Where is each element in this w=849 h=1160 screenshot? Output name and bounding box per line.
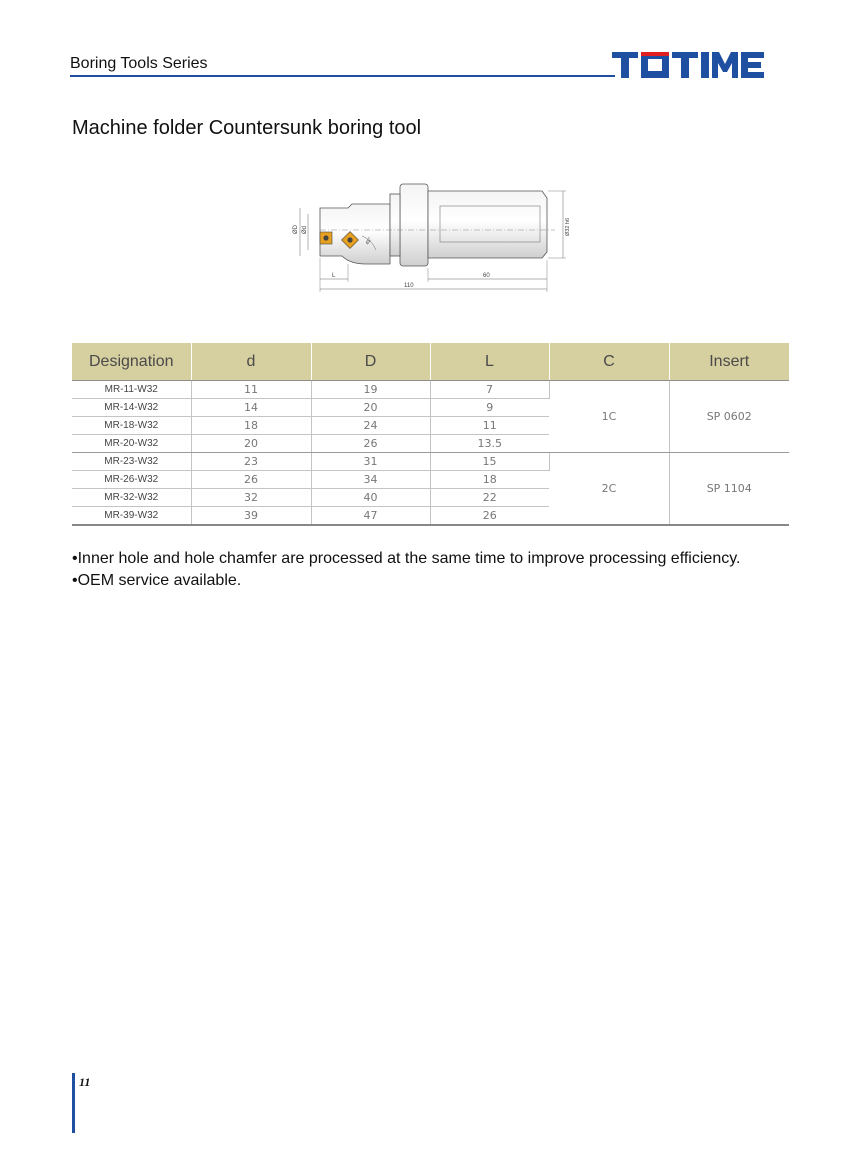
cell-d: 20 bbox=[191, 435, 311, 453]
col-header-C: C bbox=[549, 343, 669, 381]
cell-D: 24 bbox=[311, 417, 430, 435]
tool-drawing bbox=[280, 178, 580, 298]
logo-letter-i bbox=[701, 52, 709, 78]
cell-designation: MR-20-W32 bbox=[72, 435, 191, 453]
cell-designation: MR-26-W32 bbox=[72, 471, 191, 489]
cell-d: 23 bbox=[191, 453, 311, 471]
cell-C: 2C bbox=[549, 453, 669, 526]
cell-L: 26 bbox=[430, 507, 549, 526]
table-row bbox=[72, 453, 789, 471]
cell-D: 20 bbox=[311, 399, 430, 417]
col-header-d: d bbox=[191, 343, 311, 381]
cell-insert: SP 1104 bbox=[669, 453, 789, 526]
cell-L: 15 bbox=[430, 453, 549, 471]
page-number: 11 bbox=[79, 1075, 91, 1089]
tool-collar bbox=[400, 184, 428, 266]
cell-L: 13.5 bbox=[430, 435, 549, 453]
cell-designation: MR-14-W32 bbox=[72, 399, 191, 417]
series-title: Boring Tools Series bbox=[70, 55, 208, 72]
cell-designation: MR-11-W32 bbox=[72, 381, 191, 399]
col-header-D: D bbox=[311, 343, 430, 381]
dim-angle: 45° bbox=[364, 236, 374, 246]
note-item: •OEM service available. bbox=[72, 572, 242, 589]
cell-D: 47 bbox=[311, 507, 430, 526]
dim-110: 110 bbox=[404, 283, 414, 289]
page-title: Machine folder Countersunk boring tool bbox=[72, 117, 422, 139]
header-rule bbox=[70, 75, 615, 77]
cell-L: 7 bbox=[430, 381, 549, 399]
table-header-row bbox=[72, 343, 789, 381]
cell-L: 22 bbox=[430, 489, 549, 507]
cell-D: 34 bbox=[311, 471, 430, 489]
cell-D: 40 bbox=[311, 489, 430, 507]
totime-logo bbox=[612, 48, 764, 82]
cell-d: 18 bbox=[191, 417, 311, 435]
tool-shank bbox=[428, 191, 547, 258]
spec-table bbox=[72, 343, 789, 526]
dim-60: 60 bbox=[483, 273, 490, 279]
dim-phi-D: ØD bbox=[293, 225, 299, 234]
cell-L: 9 bbox=[430, 399, 549, 417]
cell-designation: MR-18-W32 bbox=[72, 417, 191, 435]
cell-d: 14 bbox=[191, 399, 311, 417]
cell-designation: MR-32-W32 bbox=[72, 489, 191, 507]
cell-d: 11 bbox=[191, 381, 311, 399]
logo-letter-m bbox=[712, 52, 738, 78]
col-header-designation: Designation bbox=[72, 343, 191, 381]
cell-D: 19 bbox=[311, 381, 430, 399]
cell-insert: SP 0602 bbox=[669, 381, 789, 453]
col-header-insert: Insert bbox=[669, 343, 789, 381]
dim-L: L bbox=[332, 273, 336, 279]
col-header-L: L bbox=[430, 343, 549, 381]
cell-C: 1C bbox=[549, 381, 669, 453]
cell-L: 11 bbox=[430, 417, 549, 435]
cell-designation: MR-23-W32 bbox=[72, 453, 191, 471]
cell-d: 32 bbox=[191, 489, 311, 507]
dim-shank: Ø32 h6 bbox=[565, 217, 571, 236]
cell-D: 31 bbox=[311, 453, 430, 471]
dim-phi-d: Ød bbox=[302, 225, 308, 234]
cell-d: 26 bbox=[191, 471, 311, 489]
table-row bbox=[72, 381, 789, 399]
cell-L: 18 bbox=[430, 471, 549, 489]
page-number-bar bbox=[72, 1073, 75, 1133]
cell-d: 39 bbox=[191, 507, 311, 526]
cell-D: 26 bbox=[311, 435, 430, 453]
feature-notes bbox=[72, 548, 740, 592]
note-item: •Inner hole and hole chamfer are processed at the same time to improve processing efficiency. bbox=[72, 550, 741, 567]
cell-designation: MR-39-W32 bbox=[72, 507, 191, 526]
